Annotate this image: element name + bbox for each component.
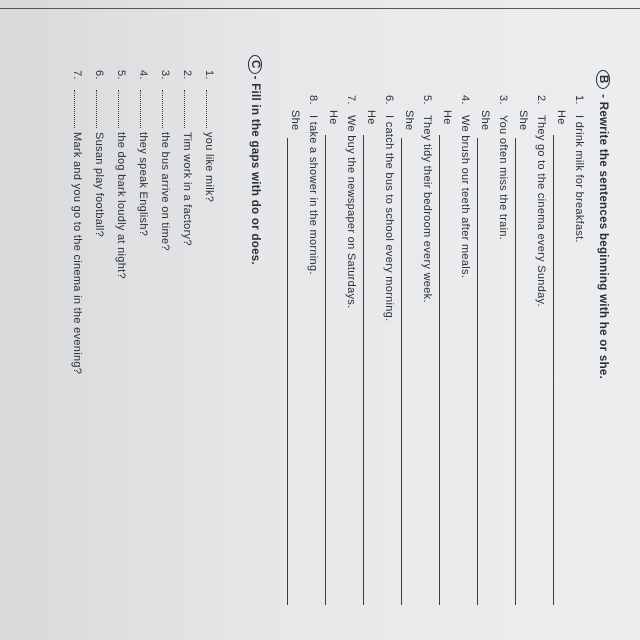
- c-item-3: 3.the bus arrive on time?: [159, 70, 171, 251]
- section-b-letter: B: [596, 70, 610, 89]
- section-b-title: - Rewrite the sentences beginning with he or she.: [597, 90, 609, 380]
- b-item-7: 7.We buy the newspaper on Saturdays.: [345, 95, 357, 309]
- b-answer-line-4[interactable]: [439, 135, 440, 605]
- b-starter-3: She: [479, 110, 491, 131]
- b-answer-line-1[interactable]: [553, 135, 554, 605]
- c-blank-7[interactable]: [74, 90, 75, 128]
- c-blank-5[interactable]: [118, 90, 119, 128]
- b-starter-4: He: [441, 110, 453, 125]
- b-answer-line-7[interactable]: [325, 135, 326, 605]
- c-item-6: 6.Susan play football?: [93, 70, 105, 238]
- section-c-title: - Fill in the gaps with do or does.: [249, 75, 261, 265]
- c-blank-3[interactable]: [162, 90, 163, 128]
- b-starter-7: He: [327, 110, 339, 125]
- c-item-1: 1.you like milk?: [203, 70, 215, 203]
- b-item-4: 4.We brush our teeth after meals.: [459, 95, 471, 279]
- c-item-4: 4.they speak English?: [137, 70, 149, 237]
- b-starter-8: She: [289, 110, 301, 131]
- b-item-6: 6.I catch the bus to school every morning.: [383, 95, 395, 322]
- section-c-heading: [248, 55, 262, 265]
- b-starter-2: She: [517, 110, 529, 131]
- b-answer-line-8[interactable]: [287, 138, 288, 605]
- c-blank-2[interactable]: [184, 90, 185, 128]
- b-item-1: 1.I drink milk for breakfast.: [573, 95, 585, 243]
- c-blank-6[interactable]: [96, 90, 97, 128]
- b-item-8: 8.I take a shower in the morning.: [307, 95, 319, 275]
- b-item-5: 5.They tidy their bedroom every week.: [421, 95, 433, 303]
- c-blank-4[interactable]: [140, 90, 141, 128]
- section-c-letter: C: [248, 55, 262, 74]
- c-item-7: 7.Mark and you go to the cinema in the evening?: [71, 70, 83, 375]
- b-item-2: 2.They go to the cinema every Sunday.: [535, 95, 547, 307]
- c-item-5: 5.the dog bark loudly at night?: [115, 70, 127, 279]
- b-starter-6: He: [365, 110, 377, 125]
- section-b-heading: [596, 70, 610, 379]
- b-answer-line-5[interactable]: [401, 138, 402, 605]
- c-item-2: 2.Tim work in a factory?: [181, 70, 193, 246]
- b-answer-line-2[interactable]: [515, 138, 516, 605]
- b-starter-5: She: [403, 110, 415, 131]
- c-blank-1[interactable]: [206, 90, 207, 128]
- b-starter-1: He: [555, 110, 567, 125]
- b-item-3: 3.You often miss the train.: [497, 95, 509, 241]
- b-answer-line-3[interactable]: [477, 138, 478, 605]
- b-answer-line-6[interactable]: [363, 135, 364, 605]
